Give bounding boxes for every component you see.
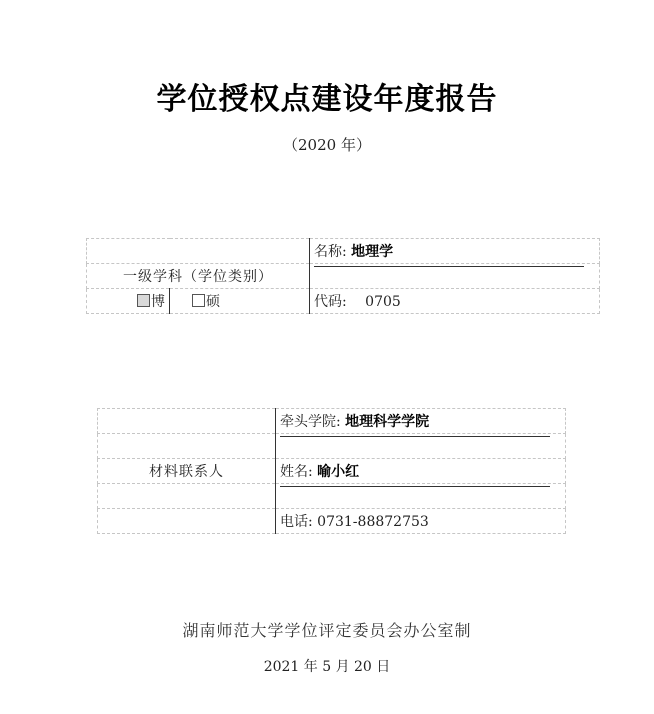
doctor-option[interactable] bbox=[87, 289, 170, 314]
master-option[interactable] bbox=[170, 289, 310, 314]
contact-row-label: 材料联系人 bbox=[98, 459, 276, 484]
report-title: 学位授权点建设年度报告 bbox=[156, 82, 498, 117]
contact-table bbox=[97, 408, 566, 534]
issuing-office: 湖南师范大学学位评定委员会办公室制 bbox=[182, 621, 472, 640]
phone-label: 电话: bbox=[280, 514, 313, 530]
discipline-code-cell bbox=[310, 289, 600, 314]
person-value: 喻小红 bbox=[317, 464, 360, 480]
person-underline bbox=[280, 486, 550, 487]
discipline-code-value: 0705 bbox=[365, 294, 401, 310]
college-cell bbox=[276, 409, 566, 434]
person-cell bbox=[276, 459, 566, 484]
doctor-checkbox[interactable] bbox=[137, 294, 150, 307]
name-underline bbox=[314, 266, 584, 267]
college-value: 地理科学学院 bbox=[345, 414, 430, 430]
doctor-option-label: 博 bbox=[151, 294, 165, 310]
college-label: 牵头学院: bbox=[280, 414, 341, 430]
discipline-name-label: 名称: bbox=[314, 244, 347, 260]
master-option-label: 硕 bbox=[206, 294, 220, 310]
college-underline bbox=[280, 436, 550, 437]
discipline-table bbox=[86, 238, 600, 314]
discipline-row-label: 一级学科（学位类别） bbox=[87, 264, 310, 289]
master-checkbox[interactable] bbox=[192, 294, 205, 307]
person-label: 姓名: bbox=[280, 464, 313, 480]
phone-cell bbox=[276, 509, 566, 534]
discipline-code-label: 代码: bbox=[314, 294, 347, 310]
issue-date: 2021 年 5 月 20 日 bbox=[263, 659, 391, 675]
discipline-name-value: 地理学 bbox=[351, 244, 394, 260]
report-year: （2020 年） bbox=[283, 136, 371, 154]
discipline-name-cell bbox=[310, 239, 600, 264]
phone-value: 0731-88872753 bbox=[317, 514, 429, 530]
